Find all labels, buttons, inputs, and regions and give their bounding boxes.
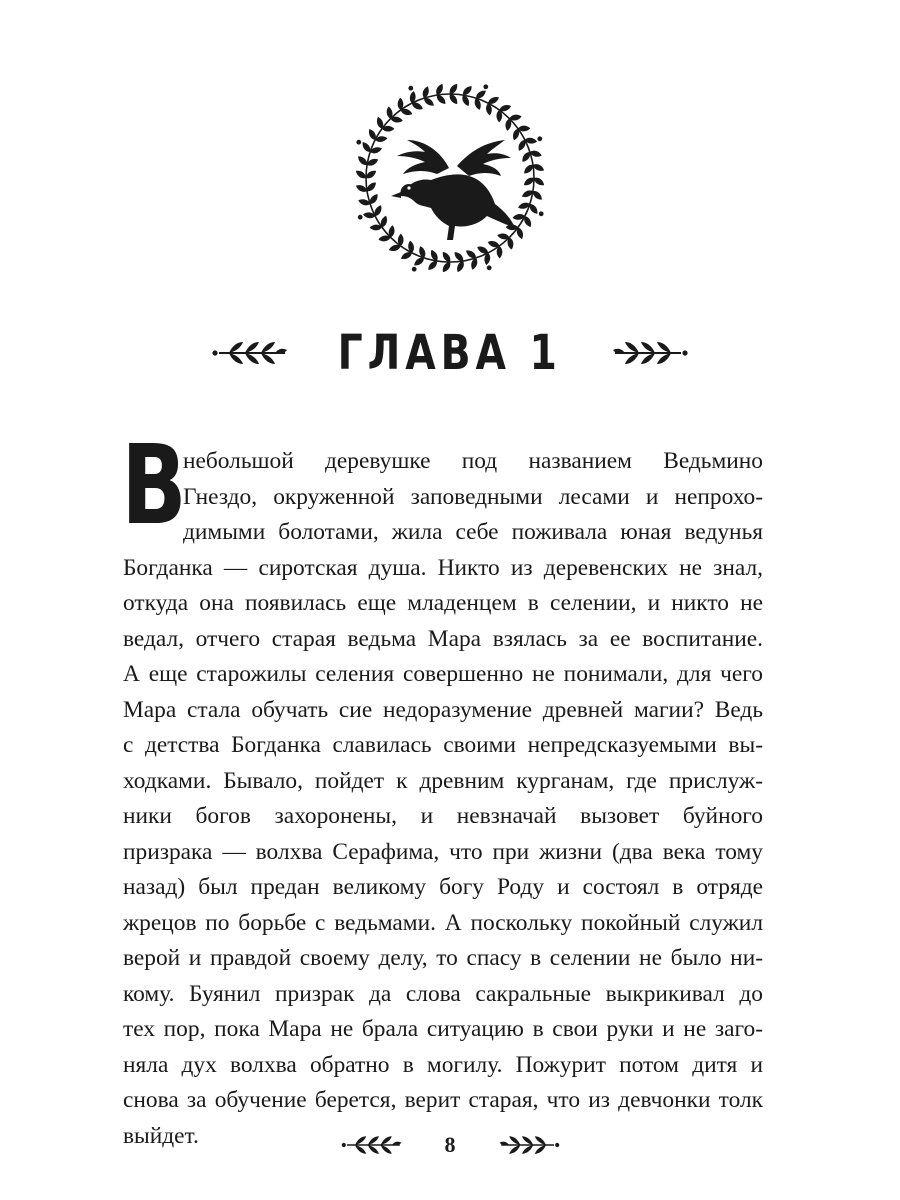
left-sprig-ornament (209, 338, 289, 368)
raven-silhouette (391, 140, 515, 240)
text-line: Богданка — сиротская душа. Никто из деревенских не знал, (123, 554, 763, 581)
text-line: няла дух волхва обратно в могилу. Пожурит потом дитя и (123, 1051, 763, 1078)
text-line: ведал, отчего старая ведьма Мара взялась за ее воспитание. (123, 625, 763, 652)
text-line: кому. Буянил призрак да слова сакральные выкрикивал до (123, 980, 763, 1007)
text-line: выйдет. (123, 1122, 199, 1149)
text-line: откуда она появилась еще младенцем в селении, и никто не (123, 590, 763, 616)
text-line: Мара стала обучать сие недоразумение древней магии? Ведь (123, 696, 763, 723)
page-number: 8 (444, 1132, 456, 1157)
text-line: снова за обучение берется, верит старая, что из девчонки толк (123, 1087, 763, 1113)
text-line: верой и правдой своему делу, то спасу в селении не было ни- (123, 945, 763, 971)
text-line: с детства Богданка славилась своими непредсказуемыми вы- (123, 732, 763, 758)
right-sprig-ornament (611, 338, 691, 368)
chapter-body-text (123, 444, 763, 1154)
text-line: тех пор, пока Мара не брала ситуацию в свои руки и не заго- (123, 1016, 763, 1042)
text-line: димыми болотами, жила себе поживала юная ведунья (183, 519, 763, 545)
text-line: небольшой деревушке под названием Ведьмино (183, 448, 763, 474)
text-line: назад) был предан великому богу Роду и состоял в отряде (123, 874, 763, 900)
footer-right-sprig (494, 1133, 566, 1157)
page-footer (0, 1125, 900, 1165)
text-line: Гнездо, окруженной заповедными лесами и непрохо- (183, 483, 763, 510)
footer-left-sprig (335, 1133, 407, 1157)
chapter-heading (0, 318, 900, 388)
chapter-title: ГЛАВА 1 (337, 325, 563, 381)
text-line: жрецов по борьбе с ведьмами. А поскольку покойный служил (123, 909, 763, 936)
text-line: ходками. Бывало, пойдет к древним курганам, где прислуж- (123, 767, 763, 794)
text-line: А еще старожилы селения совершенно не понимали, для чего (123, 661, 763, 687)
text-line: ники богов захоронены, и невзначай вызовет буйного (123, 803, 763, 829)
drop-cap: В (121, 421, 187, 549)
text-line: призрака — волхва Серафима, что при жизни (два века тому (123, 838, 763, 865)
raven-wreath-icon (345, 80, 555, 276)
